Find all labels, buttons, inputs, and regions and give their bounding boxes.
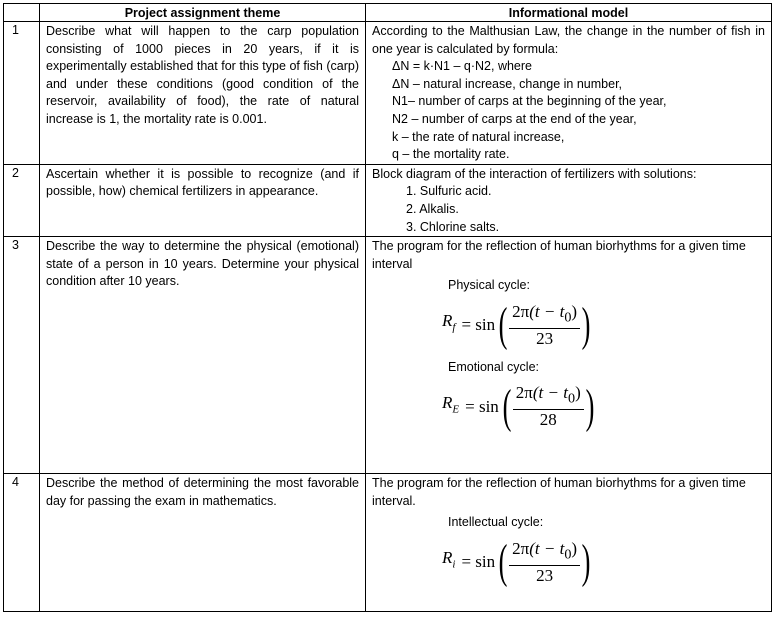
model-cell xyxy=(366,164,772,236)
header-num xyxy=(4,4,40,22)
theme-cell: Describe the way to determine the physical (emotional) state of a person in 10 years. Determine your physical condition after 10 years. xyxy=(40,237,366,474)
cycle-caption: Physical cycle: xyxy=(448,278,530,293)
cycle-caption: Intellectual cycle: xyxy=(448,515,544,530)
row-number: 4 xyxy=(4,474,40,612)
cycle-caption: Emotional cycle: xyxy=(448,359,540,374)
model-line: N2 – number of carps at the end of the year, xyxy=(392,111,637,126)
header-theme: Project assignment theme xyxy=(40,4,366,22)
model-line: 2. Alkalis. xyxy=(406,201,459,216)
assignment-table xyxy=(3,3,772,612)
model-intro: Block diagram of the interaction of fertilizers with solutions: xyxy=(372,166,697,181)
model-intro: The program for the reflection of human biorhythms for a given time interval xyxy=(372,239,746,271)
table-row xyxy=(4,474,772,612)
row-number: 1 xyxy=(4,22,40,165)
intellectual-cycle-formula: $R_i$ = sin ( $\frac{2\pi(t - t_0)}{23}$ ) xyxy=(442,534,591,588)
model-cell xyxy=(366,474,772,612)
theme-cell: Describe what will happen to the carp population consisting of 1000 pieces in 20 years, if it is experimentally established that for this type of fish (carp) and under these conditions (good condition of the reservoir, availability of food), the rate of natural increase is 1, the mortality rate is 0.001. xyxy=(40,22,366,165)
model-intro: The program for the reflection of human biorhythms for a given time interval. xyxy=(372,476,746,508)
model-cell xyxy=(366,22,772,165)
model-line: k – the rate of natural increase, xyxy=(392,129,565,144)
model-line: N1– number of carps at the beginning of the year, xyxy=(392,94,667,109)
header-row xyxy=(4,4,772,22)
model-line: q – the mortality rate. xyxy=(392,147,510,162)
model-cell xyxy=(366,237,772,474)
model-line: 1. Sulfuric acid. xyxy=(406,184,492,199)
model-line: ΔN – natural increase, change in number, xyxy=(392,76,623,91)
table-row xyxy=(4,164,772,236)
row-number: 3 xyxy=(4,237,40,474)
theme-cell: Describe the method of determining the most favorable day for passing the exam in mathematics. xyxy=(40,474,366,612)
model-intro: According to the Malthusian Law, the change in the number of fish in one year is calculated by formula: xyxy=(372,24,765,56)
physical-cycle-formula: $R_f$ = sin ( $\frac{2\pi(t - t_0)}{23}$ ) xyxy=(442,297,591,351)
model-line: 3. Chlorine salts. xyxy=(406,219,500,234)
table-row xyxy=(4,22,772,165)
header-model: Informational model xyxy=(366,4,772,22)
row-number: 2 xyxy=(4,164,40,236)
table-row xyxy=(4,237,772,474)
model-line: ΔN = k·N1 – q·N2, where xyxy=(392,59,532,74)
theme-cell: Ascertain whether it is possible to recognize (and if possible, how) chemical fertilizers in appearance. xyxy=(40,164,366,236)
emotional-cycle-formula: $R_E$ = sin ( $\frac{2\pi(t - t_0)}{28}$ ) xyxy=(442,379,595,433)
